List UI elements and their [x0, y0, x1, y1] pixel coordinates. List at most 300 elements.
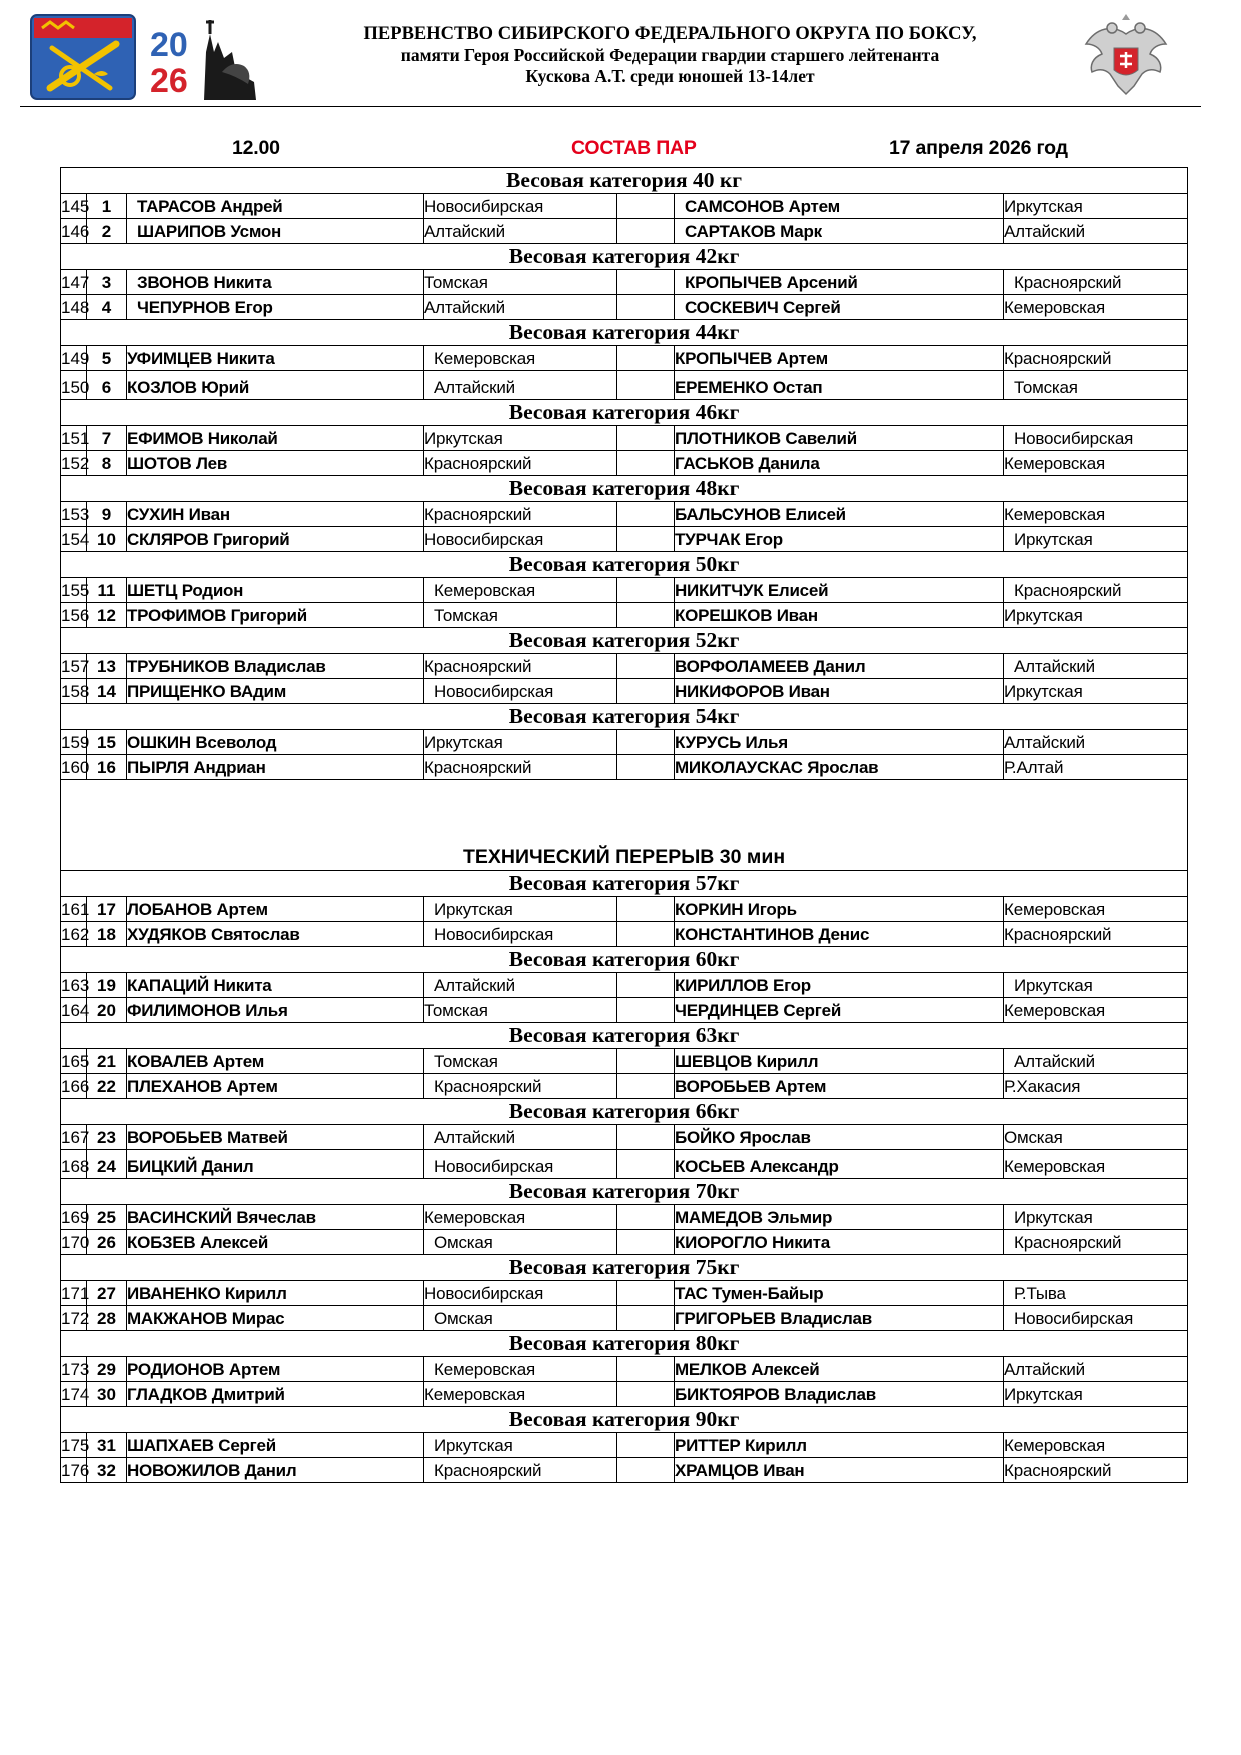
red-corner-region: Алтайский — [424, 219, 617, 244]
red-corner-region: Новосибирская — [424, 194, 617, 219]
bout-row — [61, 502, 1188, 527]
blue-corner-boxer: СОСКЕВИЧ Сергей — [675, 295, 1004, 320]
blue-corner-region: Р.Хакасия — [1004, 1074, 1188, 1099]
red-corner-region: Новосибирская — [424, 679, 617, 704]
blue-corner-boxer: ПЛОТНИКОВ Савелий — [675, 426, 1004, 451]
bout-row — [61, 1458, 1188, 1483]
blue-corner-boxer: САРТАКОВ Марк — [675, 219, 1004, 244]
weight-category-title: Весовая категория 80кг — [61, 1331, 1188, 1357]
red-corner-region: Алтайский — [424, 371, 617, 400]
weight-category-row — [61, 704, 1188, 730]
blue-corner-boxer: ТАС Тумен-Байыр — [675, 1281, 1004, 1306]
bout-number: 26 — [87, 1230, 127, 1255]
bout-number: 28 — [87, 1306, 127, 1331]
weight-category-row — [61, 552, 1188, 578]
technical-break-text: ТЕХНИЧЕСКИЙ ПЕРЕРЫВ 30 мин — [61, 780, 1188, 871]
blue-corner-region: Новосибирская — [1004, 1306, 1188, 1331]
blue-corner-boxer: ГРИГОРЬЕВ Владислав — [675, 1306, 1004, 1331]
bout-row — [61, 679, 1188, 704]
vs-separator — [617, 502, 675, 527]
red-corner-region: Иркутская — [424, 730, 617, 755]
red-corner-region: Кемеровская — [424, 346, 617, 371]
blue-corner-boxer: КОСЬЕВ Александр — [675, 1150, 1004, 1179]
red-corner-region: Новосибирская — [424, 922, 617, 947]
blue-corner-region: Иркутская — [1004, 1205, 1188, 1230]
red-corner-boxer: ФИЛИМОНОВ Илья — [127, 998, 424, 1023]
bout-sequence-number: 157 — [61, 654, 87, 679]
red-corner-region: Кемеровская — [424, 1357, 617, 1382]
bout-number: 22 — [87, 1074, 127, 1099]
weight-category-title: Весовая категория 60кг — [61, 947, 1188, 973]
bout-sequence-number: 165 — [61, 1049, 87, 1074]
red-corner-region: Омская — [424, 1230, 617, 1255]
vs-separator — [617, 1230, 675, 1255]
blue-corner-boxer: ХРАМЦОВ Иван — [675, 1458, 1004, 1483]
red-corner-boxer: ЧЕПУРНОВ Егор — [127, 295, 424, 320]
blue-corner-region: Кемеровская — [1004, 998, 1188, 1023]
bout-sequence-number: 146 — [61, 219, 87, 244]
weight-category-row — [61, 1179, 1188, 1205]
red-corner-boxer: ПРИЩЕНКО ВАдим — [127, 679, 424, 704]
vs-separator — [617, 371, 675, 400]
bout-number: 12 — [87, 603, 127, 628]
weight-category-title: Весовая категория 75кг — [61, 1255, 1188, 1281]
vs-separator — [617, 451, 675, 476]
red-corner-boxer: ШАПХАЕВ Сергей — [127, 1433, 424, 1458]
vs-separator — [617, 1382, 675, 1407]
bout-sequence-number: 159 — [61, 730, 87, 755]
vs-separator — [617, 1458, 675, 1483]
bout-number: 2 — [87, 219, 127, 244]
weight-category-row — [61, 871, 1188, 897]
bout-number: 6 — [87, 371, 127, 400]
vs-separator — [617, 1150, 675, 1179]
blue-corner-region: Алтайский — [1004, 654, 1188, 679]
blue-corner-boxer: САМСОНОВ Артем — [675, 194, 1004, 219]
weight-category-title: Весовая категория 42кг — [61, 244, 1188, 270]
bout-row — [61, 654, 1188, 679]
blue-corner-boxer: МЕЛКОВ Алексей — [675, 1357, 1004, 1382]
bout-sequence-number: 155 — [61, 578, 87, 603]
bout-sequence-number: 156 — [61, 603, 87, 628]
vs-separator — [617, 270, 675, 295]
bout-number: 25 — [87, 1205, 127, 1230]
bout-sequence-number: 173 — [61, 1357, 87, 1382]
document-title — [280, 24, 1060, 87]
pairs-table — [60, 167, 1188, 1483]
bout-row — [61, 1074, 1188, 1099]
red-corner-boxer: ПЫРЛЯ Андриан — [127, 755, 424, 780]
blue-corner-region: Новосибирская — [1004, 426, 1188, 451]
blue-corner-region: Кемеровская — [1004, 897, 1188, 922]
red-corner-boxer: ИВАНЕНКО Кирилл — [127, 1281, 424, 1306]
blue-corner-boxer: МАМЕДОВ Эльмир — [675, 1205, 1004, 1230]
technical-break-row — [61, 780, 1188, 871]
bout-row — [61, 922, 1188, 947]
red-corner-boxer: СУХИН Иван — [127, 502, 424, 527]
vs-separator — [617, 1357, 675, 1382]
weight-category-row — [61, 168, 1188, 194]
red-corner-region: Алтайский — [424, 1125, 617, 1150]
red-corner-boxer: ЛОБАНОВ Артем — [127, 897, 424, 922]
red-corner-boxer: МАКЖАНОВ Мирас — [127, 1306, 424, 1331]
blue-corner-boxer: ТУРЧАК Егор — [675, 527, 1004, 552]
bout-sequence-number: 154 — [61, 527, 87, 552]
bout-number: 14 — [87, 679, 127, 704]
vs-separator — [617, 679, 675, 704]
title-line-2: памяти Героя Российской Федерации гвардии старшего лейтенанта — [400, 45, 940, 65]
bout-row — [61, 998, 1188, 1023]
blue-corner-region: Омская — [1004, 1125, 1188, 1150]
vs-separator — [617, 1306, 675, 1331]
bout-sequence-number: 172 — [61, 1306, 87, 1331]
start-time: 12.00 — [232, 137, 280, 159]
red-corner-boxer: ЕФИМОВ Николай — [127, 426, 424, 451]
red-corner-boxer: ВОРОБЬЕВ Матвей — [127, 1125, 424, 1150]
vs-separator — [617, 1433, 675, 1458]
vs-separator — [617, 578, 675, 603]
bout-number: 21 — [87, 1049, 127, 1074]
blue-corner-region: Р.Алтай — [1004, 755, 1188, 780]
blue-corner-region: Иркутская — [1004, 194, 1188, 219]
red-corner-boxer: УФИМЦЕВ Никита — [127, 346, 424, 371]
red-corner-boxer: СКЛЯРОВ Григорий — [127, 527, 424, 552]
bout-row — [61, 897, 1188, 922]
vs-separator — [617, 1281, 675, 1306]
bout-number: 29 — [87, 1357, 127, 1382]
bout-sequence-number: 161 — [61, 897, 87, 922]
bout-row — [61, 755, 1188, 780]
bout-sequence-number: 151 — [61, 426, 87, 451]
bout-row — [61, 219, 1188, 244]
blue-corner-region: Красноярский — [1004, 346, 1188, 371]
weight-category-title: Весовая категория 44кг — [61, 320, 1188, 346]
bout-sequence-number: 160 — [61, 755, 87, 780]
red-corner-boxer: НОВОЖИЛОВ Данил — [127, 1458, 424, 1483]
blue-corner-region: Красноярский — [1004, 1230, 1188, 1255]
blue-corner-boxer: НИКИТЧУК Елисей — [675, 578, 1004, 603]
vs-separator — [617, 998, 675, 1023]
blue-corner-boxer: КОРЕШКОВ Иван — [675, 603, 1004, 628]
red-corner-region: Кемеровская — [424, 1205, 617, 1230]
bout-sequence-number: 166 — [61, 1074, 87, 1099]
weight-category-row — [61, 628, 1188, 654]
weight-category-row — [61, 400, 1188, 426]
weight-category-title: Весовая категория 48кг — [61, 476, 1188, 502]
bout-number: 13 — [87, 654, 127, 679]
bout-number: 7 — [87, 426, 127, 451]
red-corner-region: Новосибирская — [424, 527, 617, 552]
red-corner-boxer: ЗВОНОВ Никита — [127, 270, 424, 295]
vs-separator — [617, 922, 675, 947]
blue-corner-boxer: НИКИФОРОВ Иван — [675, 679, 1004, 704]
bout-row — [61, 527, 1188, 552]
red-corner-region: Красноярский — [424, 654, 617, 679]
blue-corner-region: Алтайский — [1004, 730, 1188, 755]
blue-corner-boxer: ШЕВЦОВ Кирилл — [675, 1049, 1004, 1074]
bout-sequence-number: 171 — [61, 1281, 87, 1306]
blue-corner-region: Кемеровская — [1004, 502, 1188, 527]
red-corner-boxer: КОВАЛЕВ Артем — [127, 1049, 424, 1074]
weight-category-title: Весовая категория 90кг — [61, 1407, 1188, 1433]
bout-number: 20 — [87, 998, 127, 1023]
vs-separator — [617, 527, 675, 552]
red-corner-region: Новосибирская — [424, 1281, 617, 1306]
bout-sequence-number: 163 — [61, 973, 87, 998]
red-corner-region: Красноярский — [424, 1074, 617, 1099]
vs-separator — [617, 730, 675, 755]
bout-sequence-number: 147 — [61, 270, 87, 295]
red-corner-region: Томская — [424, 270, 617, 295]
bout-row — [61, 270, 1188, 295]
red-corner-boxer: КОБЗЕВ Алексей — [127, 1230, 424, 1255]
blue-corner-boxer: КРОПЫЧЕВ Арсений — [675, 270, 1004, 295]
bout-sequence-number: 149 — [61, 346, 87, 371]
bout-number: 5 — [87, 346, 127, 371]
city-coat-of-arms-logo — [30, 14, 136, 100]
blue-corner-boxer: КОРКИН Игорь — [675, 897, 1004, 922]
weight-category-row — [61, 947, 1188, 973]
blue-corner-region: Алтайский — [1004, 1357, 1188, 1382]
logo-year-top: 20 — [150, 26, 188, 64]
blue-corner-boxer: ЕРЕМЕНКО Остап — [675, 371, 1004, 400]
red-corner-boxer: ГЛАДКОВ Дмитрий — [127, 1382, 424, 1407]
vs-separator — [617, 219, 675, 244]
bout-row — [61, 973, 1188, 998]
blue-corner-boxer: КРОПЫЧЕВ Артем — [675, 346, 1004, 371]
bout-sequence-number: 158 — [61, 679, 87, 704]
blue-corner-region: Кемеровская — [1004, 1433, 1188, 1458]
bout-row — [61, 1125, 1188, 1150]
bout-row — [61, 1433, 1188, 1458]
bout-sequence-number: 167 — [61, 1125, 87, 1150]
bout-row — [61, 426, 1188, 451]
red-corner-region: Алтайский — [424, 973, 617, 998]
weight-category-title: Весовая категория 46кг — [61, 400, 1188, 426]
blue-corner-region: Алтайский — [1004, 1049, 1188, 1074]
bout-number: 15 — [87, 730, 127, 755]
red-corner-boxer: ТАРАСОВ Андрей — [127, 194, 424, 219]
weight-category-title: Весовая категория 57кг — [61, 871, 1188, 897]
bout-number: 27 — [87, 1281, 127, 1306]
competition-date: 17 апреля 2026 год — [889, 137, 1068, 159]
red-corner-region: Томская — [424, 603, 617, 628]
logo-year-bottom: 26 — [150, 62, 188, 100]
weight-category-title: Весовая категория 40 кг — [61, 168, 1188, 194]
blue-corner-region: Иркутская — [1004, 679, 1188, 704]
weight-category-row — [61, 1099, 1188, 1125]
bout-row — [61, 730, 1188, 755]
red-corner-region: Томская — [424, 1049, 617, 1074]
red-corner-boxer: ШЕТЦ Родион — [127, 578, 424, 603]
weight-category-title: Весовая категория 66кг — [61, 1099, 1188, 1125]
blue-corner-region: Иркутская — [1004, 1382, 1188, 1407]
bout-sequence-number: 145 — [61, 194, 87, 219]
blue-corner-boxer: ВОРФОЛАМЕЕВ Данил — [675, 654, 1004, 679]
bout-number: 4 — [87, 295, 127, 320]
red-corner-boxer: ШОТОВ Лев — [127, 451, 424, 476]
bout-row — [61, 346, 1188, 371]
bout-number: 1 — [87, 194, 127, 219]
weight-category-title: Весовая категория 54кг — [61, 704, 1188, 730]
red-corner-boxer: ОШКИН Всеволод — [127, 730, 424, 755]
bout-number: 23 — [87, 1125, 127, 1150]
bout-row — [61, 295, 1188, 320]
bout-row — [61, 603, 1188, 628]
bout-number: 18 — [87, 922, 127, 947]
vs-separator — [617, 1049, 675, 1074]
bout-row — [61, 578, 1188, 603]
weight-category-row — [61, 244, 1188, 270]
bout-row — [61, 1049, 1188, 1074]
blue-corner-boxer: КИРИЛЛОВ Егор — [675, 973, 1004, 998]
blue-corner-region: Иркутская — [1004, 603, 1188, 628]
vs-separator — [617, 194, 675, 219]
blue-corner-boxer: ВОРОБЬЕВ Артем — [675, 1074, 1004, 1099]
document-label: СОСТАВ ПАР — [571, 137, 697, 159]
red-corner-boxer: КОЗЛОВ Юрий — [127, 371, 424, 400]
red-corner-region: Красноярский — [424, 755, 617, 780]
blue-corner-region: Томская — [1004, 371, 1188, 400]
red-corner-boxer: ПЛЕХАНОВ Артем — [127, 1074, 424, 1099]
vs-separator — [617, 654, 675, 679]
bout-sequence-number: 164 — [61, 998, 87, 1023]
bout-number: 30 — [87, 1382, 127, 1407]
weight-category-title: Весовая категория 50кг — [61, 552, 1188, 578]
blue-corner-boxer: МИКОЛАУСКАС Ярослав — [675, 755, 1004, 780]
red-corner-region: Томская — [424, 998, 617, 1023]
weight-category-row — [61, 1407, 1188, 1433]
blue-corner-boxer: БИКТОЯРОВ Владислав — [675, 1382, 1004, 1407]
bout-number: 11 — [87, 578, 127, 603]
red-corner-boxer: ТРУБНИКОВ Владислав — [127, 654, 424, 679]
blue-corner-region: Красноярский — [1004, 578, 1188, 603]
vs-separator — [617, 346, 675, 371]
bout-number: 3 — [87, 270, 127, 295]
blue-corner-region: Красноярский — [1004, 922, 1188, 947]
red-corner-boxer: ВАСИНСКИЙ Вячеслав — [127, 1205, 424, 1230]
weight-category-row — [61, 1331, 1188, 1357]
weight-category-title: Весовая категория 70кг — [61, 1179, 1188, 1205]
bout-sequence-number: 153 — [61, 502, 87, 527]
vs-separator — [617, 295, 675, 320]
bout-number: 17 — [87, 897, 127, 922]
bout-row — [61, 451, 1188, 476]
red-corner-region: Кемеровская — [424, 578, 617, 603]
red-corner-boxer: РОДИОНОВ Артем — [127, 1357, 424, 1382]
vs-separator — [617, 1205, 675, 1230]
red-corner-boxer: ТРОФИМОВ Григорий — [127, 603, 424, 628]
red-corner-region: Омская — [424, 1306, 617, 1331]
vs-separator — [617, 1125, 675, 1150]
vs-separator — [617, 603, 675, 628]
red-corner-boxer: КАПАЦИЙ Никита — [127, 973, 424, 998]
blue-corner-region: Красноярский — [1004, 270, 1188, 295]
blue-corner-boxer: КУРУСЬ Илья — [675, 730, 1004, 755]
bout-sequence-number: 148 — [61, 295, 87, 320]
weight-category-row — [61, 1255, 1188, 1281]
bout-row — [61, 194, 1188, 219]
vs-separator — [617, 897, 675, 922]
blue-corner-boxer: РИТТЕР Кирилл — [675, 1433, 1004, 1458]
weight-category-title: Весовая категория 63кг — [61, 1023, 1188, 1049]
weight-category-row — [61, 476, 1188, 502]
bout-sequence-number: 175 — [61, 1433, 87, 1458]
vs-separator — [617, 973, 675, 998]
weight-category-title: Весовая категория 52кг — [61, 628, 1188, 654]
blue-corner-boxer: КИОРОГЛО Никита — [675, 1230, 1004, 1255]
bout-number: 24 — [87, 1150, 127, 1179]
red-corner-region: Красноярский — [424, 1458, 617, 1483]
blue-corner-region: Иркутская — [1004, 527, 1188, 552]
bout-number: 32 — [87, 1458, 127, 1483]
bout-sequence-number: 169 — [61, 1205, 87, 1230]
red-corner-region: Иркутская — [424, 897, 617, 922]
vs-separator — [617, 755, 675, 780]
blue-corner-region: Кемеровская — [1004, 451, 1188, 476]
bout-sequence-number: 150 — [61, 371, 87, 400]
vs-separator — [617, 426, 675, 451]
bout-row — [61, 1306, 1188, 1331]
blue-corner-region: Р.Тыва — [1004, 1281, 1188, 1306]
blue-corner-boxer: БАЛЬСУНОВ Елисей — [675, 502, 1004, 527]
red-corner-region: Новосибирская — [424, 1150, 617, 1179]
blue-corner-region: Алтайский — [1004, 219, 1188, 244]
bout-number: 9 — [87, 502, 127, 527]
blue-corner-region: Кемеровская — [1004, 1150, 1188, 1179]
red-corner-region: Иркутская — [424, 1433, 617, 1458]
bout-number: 8 — [87, 451, 127, 476]
bout-number: 10 — [87, 527, 127, 552]
red-corner-boxer: ШАРИПОВ Усмон — [127, 219, 424, 244]
bout-sequence-number: 174 — [61, 1382, 87, 1407]
bout-sequence-number: 168 — [61, 1150, 87, 1179]
red-corner-boxer: ХУДЯКОВ Святослав — [127, 922, 424, 947]
red-corner-region: Кемеровская — [424, 1382, 617, 1407]
blue-corner-boxer: БОЙКО Ярослав — [675, 1125, 1004, 1150]
red-corner-region: Красноярский — [424, 502, 617, 527]
bout-number: 31 — [87, 1433, 127, 1458]
weight-category-row — [61, 320, 1188, 346]
red-corner-region: Красноярский — [424, 451, 617, 476]
bout-sequence-number: 176 — [61, 1458, 87, 1483]
blue-corner-region: Кемеровская — [1004, 295, 1188, 320]
bout-row — [61, 1230, 1188, 1255]
red-corner-region: Алтайский — [424, 295, 617, 320]
bout-sequence-number: 170 — [61, 1230, 87, 1255]
blue-corner-region: Иркутская — [1004, 973, 1188, 998]
bout-sequence-number: 152 — [61, 451, 87, 476]
year-2026-logo — [144, 12, 264, 104]
document-header — [20, 10, 1201, 107]
title-line-3: Кускова А.Т. среди юношей 13-14лет — [525, 66, 815, 86]
blue-corner-boxer: КОНСТАНТИНОВ Денис — [675, 922, 1004, 947]
red-corner-boxer: БИЦКИЙ Данил — [127, 1150, 424, 1179]
blue-corner-boxer: ГАСЬКОВ Данила — [675, 451, 1004, 476]
double-headed-eagle-emblem — [1082, 14, 1170, 98]
bout-row — [61, 1205, 1188, 1230]
blue-corner-boxer: ЧЕРДИНЦЕВ Сергей — [675, 998, 1004, 1023]
bout-row — [61, 371, 1188, 400]
title-line-1: ПЕРВЕНСТВО СИБИРСКОГО ФЕДЕРАЛЬНОГО ОКРУГА ПО БОКСУ, — [363, 24, 977, 44]
bout-row — [61, 1357, 1188, 1382]
red-corner-region: Иркутская — [424, 426, 617, 451]
bout-number: 16 — [87, 755, 127, 780]
bout-row — [61, 1281, 1188, 1306]
bout-row — [61, 1382, 1188, 1407]
bout-number: 19 — [87, 973, 127, 998]
vs-separator — [617, 1074, 675, 1099]
